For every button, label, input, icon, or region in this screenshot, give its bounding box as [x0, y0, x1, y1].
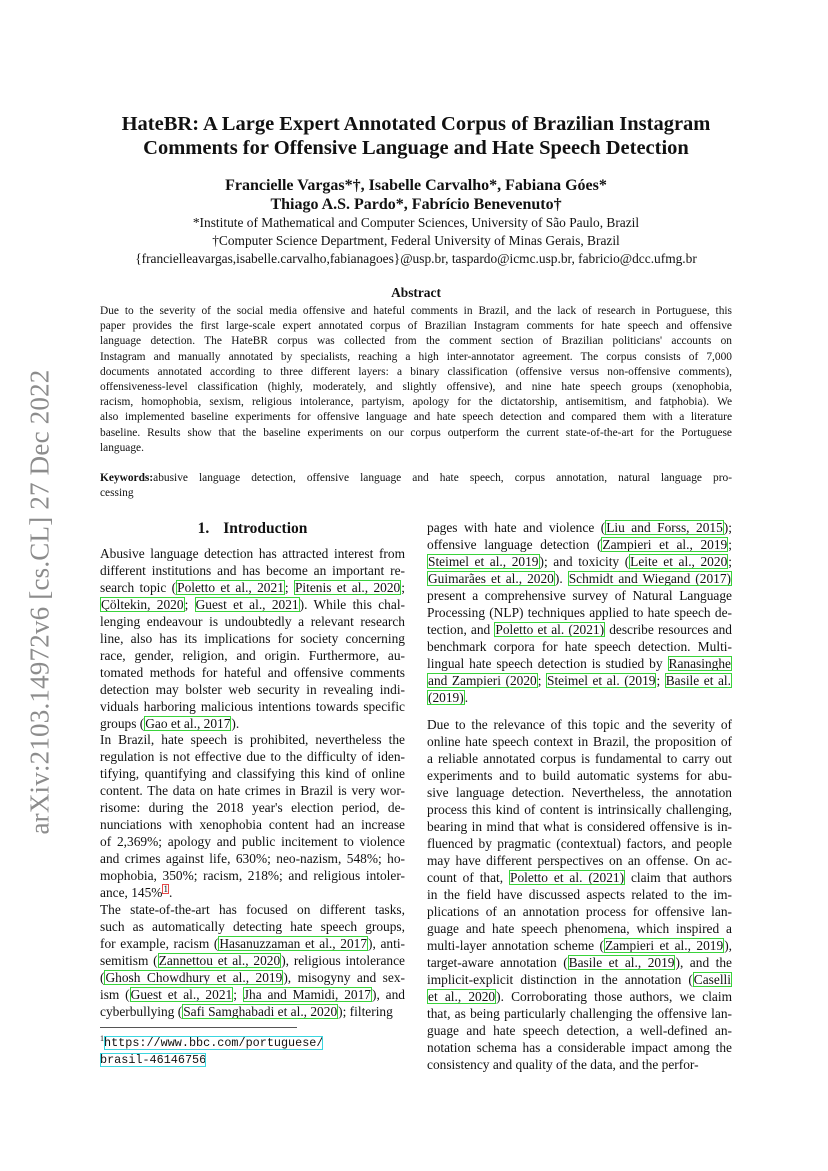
- paper-title-line: Comments for Offensive Language and Hate Speech Detection: [143, 137, 689, 159]
- text-line: line, also has its implications for society concerning: [100, 630, 405, 646]
- text-line: Guimarães et al., 2020). Schmidt and Wiegand (2017): [428, 570, 731, 586]
- text-line: ance, 145%$^1$.: [100, 883, 173, 901]
- text-line: fluenced by pragmatic (contextual) factors, and people: [427, 836, 732, 852]
- text-line: that, as being particularly challenging the offensive lan-: [427, 1005, 732, 1021]
- right-column: [427, 520, 732, 1074]
- text-line: viduals harboring malicious intentions towards specific: [100, 698, 405, 714]
- arxiv-identifier-stamp[interactable]: [18, 362, 62, 842]
- citation-link[interactable]: Liu and Forss, 2015: [606, 520, 723, 535]
- text-line: count of that, Poletto et al. (2021) claim that authors: [427, 870, 732, 886]
- section-heading: [100, 520, 405, 538]
- body-paragraph: [427, 717, 732, 1073]
- citation-link[interactable]: Poletto et al., 2021: [177, 579, 284, 595]
- footnote-ref-link[interactable]: 1: [163, 883, 168, 894]
- citation-link[interactable]: Safi Samghabadi et al., 2020: [183, 1003, 338, 1019]
- text-line: groups (Gao et al., 2017).: [100, 715, 240, 731]
- author-list: [100, 176, 732, 214]
- text-line: (2019).: [428, 689, 469, 705]
- citation-link[interactable]: Guest et al., 2021: [195, 596, 299, 612]
- text-line: race, gender, religion, and origin. Furthermore, au-: [100, 647, 405, 663]
- section-title: Introduction: [223, 520, 308, 537]
- text-line: The state-of-the-art has focused on different tasks,: [100, 902, 405, 918]
- text-line: a reliable annotated corpus is fundamental to carry out: [427, 751, 732, 767]
- text-line: in the field have discussed aspects related to the im-: [427, 887, 732, 903]
- citation-link[interactable]: Hasanuzzaman et al., 2017: [219, 935, 368, 951]
- affiliation-line: †Computer Science Department, Federal University of Minas Gerais, Brazil: [212, 233, 620, 248]
- text-line: experiments and to build automatic systems for abu-: [427, 768, 732, 784]
- text-line: tifying, quantifying and classifying this kind of online: [100, 766, 405, 782]
- citation-link[interactable]: (2019): [428, 689, 464, 705]
- text-line: detection may bolster web security in revealing indi-: [100, 681, 405, 697]
- text-line: pages with hate and violence (Liu and Forss, 2015);: [427, 520, 732, 535]
- abstract-text: [100, 304, 732, 456]
- author-emails: {francielleavargas,isabelle.carvalho,fabianagoes}@usp.br, taspardo@icmc.usp.br, fabricio@dcc.ufmg.br: [135, 251, 697, 266]
- text-line: process this kind of content is intrinsically challenging,: [427, 802, 732, 818]
- abstract-line: baseline. Results show that the baseline experiments on our corpus outperform the current state-of-the-art for the Portuguese: [100, 426, 732, 439]
- paper-title: [100, 112, 732, 160]
- citation-link[interactable]: Zannettou et al., 2020: [158, 952, 281, 968]
- text-line: multi-layer annotation scheme (Zampieri et al., 2019),: [427, 937, 732, 953]
- text-line: benchmark corpora for hate speech detection. Multi-: [427, 638, 732, 654]
- footnote-rule: [100, 1027, 297, 1028]
- text-line: guage and hate speech detection, a well-defined an-: [427, 1022, 732, 1038]
- text-line: lenging endeavour is undoubtedly a relevant research: [100, 613, 405, 629]
- text-line: cyberbullying (Safi Samghabadi et al., 2020); filtering: [100, 1003, 393, 1019]
- citation-link[interactable]: and Zampieri (2020: [428, 672, 537, 688]
- citation-link[interactable]: Zampieri et al., 2019: [604, 937, 724, 953]
- keywords: [100, 471, 732, 501]
- text-line: mophobia, 350%; racism, 218%; and religious intoler-: [100, 868, 405, 884]
- section-number: 1.: [197, 520, 210, 537]
- text-line: et al., 2020). Corroborating those authors, we claim: [428, 988, 732, 1004]
- keywords-line: Keywords:abusive language detection, offensive language and hate speech, corpus annotation, natural language pro-: [100, 472, 732, 484]
- text-line: Processing (NLP) techniques applied to hate speech de-: [427, 604, 732, 620]
- citation-link[interactable]: et al., 2020: [428, 988, 496, 1004]
- text-line: search topic (Poletto et al., 2021; Pitenis et al., 2020;: [100, 579, 405, 595]
- text-line: and crimes against life, 630%; neo-nazism, 548%; ho-: [100, 851, 405, 867]
- citation-link[interactable]: Caselli: [693, 971, 731, 987]
- text-line: and Zampieri (2020; Steimel et al. (2019; Basile et al.: [428, 672, 731, 688]
- arxiv-identifier-text[interactable]: arXiv:2103.14972v6 [cs.CL] 27 Dec 2022: [24, 369, 55, 835]
- abstract-line: paper provides the first large-scale expert annotated corpus of Brazilian Instagram comments for hate speech and offensive: [100, 320, 732, 333]
- text-line: lingual hate speech detection is studied by Ranasinghe: [427, 655, 731, 671]
- text-line: sive language detection. Nevertheless, the annotation: [427, 785, 732, 801]
- citation-link[interactable]: Gao et al., 2017: [145, 715, 231, 731]
- text-line: consistency and quality of the data, and the perfor-: [427, 1056, 699, 1072]
- text-line: content. The data on hate crimes in Brazil is very wor-: [100, 783, 405, 799]
- footnote-link[interactable]: brasil-46146756: [100, 1053, 207, 1067]
- text-line: In Brazil, hate speech is prohibited, nevertheless the: [100, 732, 405, 748]
- abstract-line: documents annotated according to three different layers: a binary classification (offensive versus non-offensive comments),: [100, 365, 732, 378]
- citation-link[interactable]: Çöltekin, 2020: [101, 596, 184, 612]
- text-line: Due to the relevance of this topic and the severity of: [427, 717, 732, 733]
- keywords-label: Keywords:: [100, 472, 154, 484]
- citation-link[interactable]: Poletto et al. (2021): [510, 870, 625, 886]
- footnote-link[interactable]: https://www.bbc.com/portuguese/: [104, 1036, 324, 1050]
- abstract-line: offensiveness-level classification (highly, moderately, and slightly offensive), and nine hate speech groups (xenophobia,: [100, 381, 732, 394]
- text-line: of 2,369%; apology and public incitement to violence: [100, 834, 405, 850]
- citation-link[interactable]: Basile et al., 2019: [568, 954, 675, 970]
- footnote-line: [100, 1051, 410, 1068]
- citation-link[interactable]: Poletto et al. (2021): [495, 621, 605, 637]
- text-line: for example, racism (Hasanuzzaman et al., 2017), anti-: [100, 935, 405, 951]
- citation-link[interactable]: Leite et al., 2020: [630, 553, 728, 569]
- text-line: online hate speech context in Brazil, the proposition of: [427, 734, 732, 750]
- left-column: [100, 520, 405, 1021]
- citation-link[interactable]: Ghosh Chowdhury et al., 2019: [105, 969, 283, 985]
- affiliations: [100, 214, 732, 268]
- citation-link[interactable]: Basile et al.: [665, 672, 731, 688]
- footnote-mark: 1: [100, 1034, 104, 1044]
- right-column-body: [427, 520, 732, 1074]
- abstract-heading: Abstract: [391, 285, 441, 300]
- text-line: plications of an annotation process for offensive lan-: [427, 903, 732, 919]
- keywords-line: cessing: [100, 487, 134, 500]
- text-line: target-aware annotation (Basile et al., 2019), and the: [427, 954, 733, 970]
- left-column-body: [100, 546, 405, 1021]
- citation-link[interactable]: Guimarães et al., 2020: [428, 570, 554, 586]
- text-line: tomated methods for hateful and offensive comments: [100, 664, 405, 680]
- text-line: Steimel et al., 2019); and toxicity (Leite et al., 2020;: [428, 553, 732, 569]
- citation-link[interactable]: Zampieri et al., 2019: [602, 536, 728, 552]
- abstract-line: language.: [100, 441, 144, 454]
- abstract-line: racism, homophobia, sexism, religious intolerance, partyism, apology for the dictatorship, antisemitism, and fatphobia). We: [100, 396, 732, 409]
- footnote-line: [100, 1034, 410, 1051]
- abstract-line: also implemented baseline experiments for offensive language and hate speech detection and compared them with a literature: [100, 411, 732, 424]
- text-line: present a comprehensive survey of Natural Language: [427, 587, 732, 603]
- text-line: guage and hate speech phenomena, which inspired a: [427, 920, 732, 936]
- footnote: [100, 1034, 410, 1068]
- body-paragraph: [100, 546, 405, 732]
- abstract-line: Instagram and manually annotated by specialists, reaching a high inter-annotator agreement. The corpus consists of 7,000: [100, 350, 732, 363]
- text-line: regulation is not effective due to the difficulty of iden-: [100, 749, 405, 765]
- body-paragraph: [100, 732, 405, 902]
- author-line: Thiago A.S. Pardo*, Fabrício Benevenuto†: [270, 196, 562, 213]
- citation-link[interactable]: Steimel et al. (2019: [547, 672, 656, 688]
- text-line: different institutions and has become an important re-: [100, 562, 405, 578]
- citation-link[interactable]: Jha and Mamidi, 2017: [243, 986, 372, 1002]
- citation-link[interactable]: Guest et al., 2021: [130, 986, 233, 1002]
- text-line: such as automatically detecting hate speech groups,: [100, 918, 405, 934]
- text-line: risome: during the 2018 year's election period, de-: [100, 800, 405, 816]
- text-line: implicit-explicit distinction in the annotation (Caselli: [427, 971, 731, 987]
- text-line: (Ghosh Chowdhury et al., 2019), misogyny and sex-: [100, 969, 405, 985]
- abstract-line: Due to the severity of the social media offensive and hateful comments in Brazil, and the lack of research in Portuguese, this: [100, 305, 732, 317]
- text-line: nunciations with xenophobia content had an increase: [100, 817, 405, 833]
- text-line: offensive language detection (Zampieri et al., 2019;: [427, 536, 732, 552]
- paper-title-line: HateBR: A Large Expert Annotated Corpus of Brazilian Instagram: [121, 113, 711, 135]
- text-line: tection, and Poletto et al. (2021) describe resources and: [427, 621, 732, 637]
- body-paragraph: [427, 520, 732, 706]
- text-line: may have different perspectives on an offense. On ac-: [427, 853, 732, 869]
- body-paragraph: [100, 902, 405, 1021]
- text-line: Çöltekin, 2020; Guest et al., 2021). While this chal-: [101, 596, 405, 612]
- text-line: bearing in mind that what is considered offensive is in-: [427, 819, 732, 835]
- text-line: ism (Guest et al., 2021; Jha and Mamidi, 2017), and: [100, 986, 405, 1002]
- abstract-line: language detection. The HateBR corpus was collected from the comment section of Brazilian politicians' accounts on: [100, 335, 732, 348]
- text-line: Abusive language detection has attracted interest from: [100, 546, 405, 561]
- text-line: notation schema has a considerable impact among the: [427, 1039, 732, 1055]
- author-line: Francielle Vargas*†, Isabelle Carvalho*, Fabiana Góes*: [225, 177, 607, 194]
- abstract: [100, 285, 732, 456]
- citation-link[interactable]: Steimel et al., 2019: [428, 553, 539, 569]
- citation-link[interactable]: Pitenis et al., 2020: [294, 579, 401, 595]
- affiliation-line: *Institute of Mathematical and Computer Sciences, University of São Paulo, Brazil: [192, 215, 640, 230]
- citation-link[interactable]: Schmidt and Wiegand (2017): [568, 570, 731, 586]
- text-line: semitism (Zannettou et al., 2020), religious intolerance: [100, 952, 405, 968]
- citation-link[interactable]: Ranasinghe: [668, 655, 731, 671]
- title-block: [100, 112, 732, 268]
